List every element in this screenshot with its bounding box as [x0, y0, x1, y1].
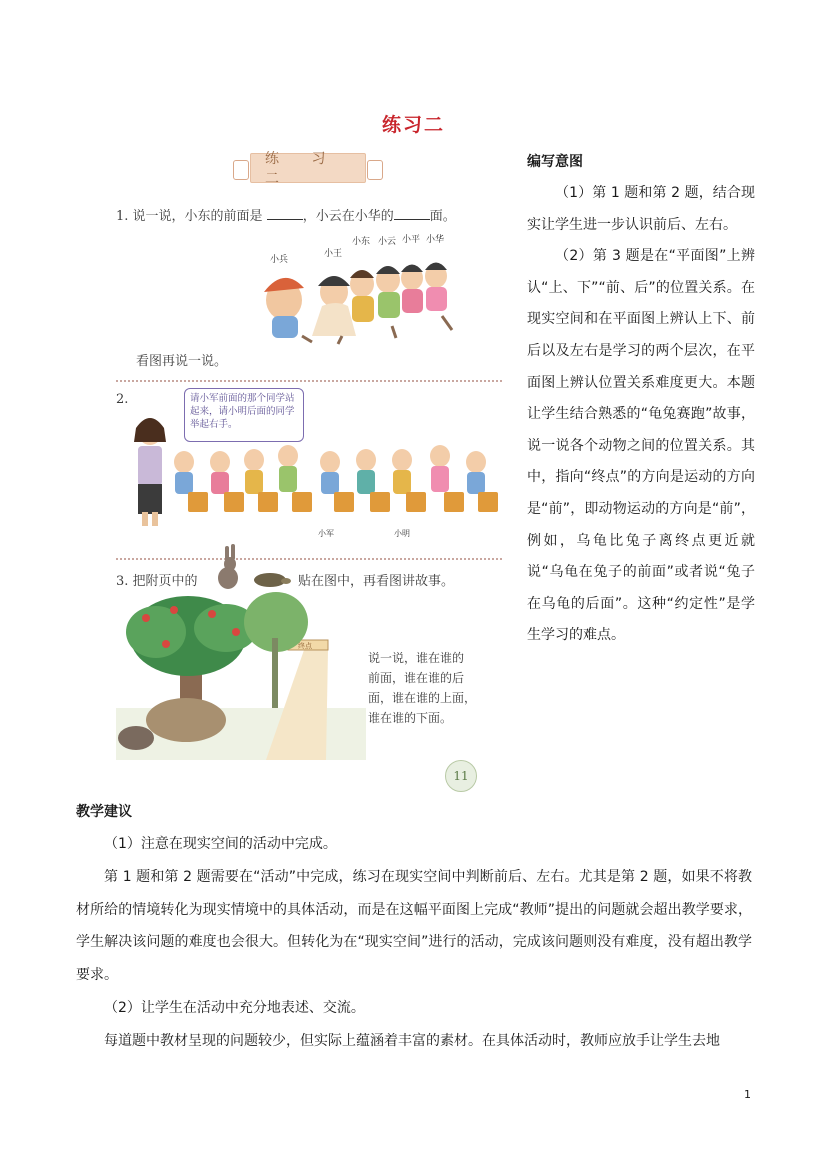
finish-sign: 终点: [298, 642, 312, 650]
textbook-page-number: 11: [445, 760, 477, 792]
question-1: 1. 说一说，小东的前面是 ，小云在小华的 面。: [116, 209, 456, 224]
writing-intent-body: [527, 178, 755, 652]
question-3-prompt: 说一说，谁在谁的 前面，谁在谁的后 面，谁在谁的上面， 谁在谁的下面。: [368, 651, 477, 725]
paragraph: （1）第 1 题和第 2 题，结合现实让学生进一步认识前后、左右。: [527, 185, 755, 233]
paragraph: 第 1 题和第 2 题需要在“活动”中完成，练习在现实空间中判断前后、左右。尤其是第 2 题，如果不将教材所给的情境转化为现实情境中的具体活动，而是在这幅平面图上完成“教师”提出的问题就会超出教学要求，学生解决该问题的难度也会很大。但转化为在“现实空间”进行的活动，完成该问题则没有难度，没有超出教学要求。: [76, 868, 752, 984]
paragraph: （2）第 3 题是在“平面图”上辨认“上、下”“前、后”的位置关系。在现实空间和在平面图上辨认上下、前后以及左右是学习的两个层次，在平面图上辨认位置关系难度更大。本题让学生结合熟悉的“龟兔赛跑”故事，说一说各个动物之间的位置关系。其中，指向“终点”的方向是运动的方向是“前”，即动物运动的方向是“前”，例如，乌龟比兔子离终点更近就说“乌龟在兔子的前面”或者说“兔子在乌龟的后面”。这种“约定性”是学生学习的难点。: [527, 248, 755, 644]
paragraph: （1）注意在现实空间的活动中完成。: [104, 836, 337, 852]
question-3-text: 贴在图中，再看图讲故事。: [298, 574, 455, 589]
tortoise-sticker-icon: [250, 568, 292, 588]
question-1-caption: 看图再说一说。: [136, 354, 228, 369]
children-line-illustration: [242, 236, 482, 348]
teaching-suggestions-heading: 教学建议: [76, 804, 132, 820]
paragraph: （2）让学生在活动中充分地表述、交流。: [104, 999, 365, 1016]
textbook-page-image: [112, 148, 504, 796]
question-2-number: 2.: [116, 392, 129, 407]
name-label: 小王: [324, 249, 343, 259]
exercise-banner: 练 习 二: [250, 153, 366, 183]
rabbit-sticker-icon: [216, 544, 244, 590]
writing-intent-heading: 编写意图: [527, 154, 583, 170]
paragraph: 每道题中教材呈现的问题较少，但实际上蕴涵着丰富的素材。在具体活动时，教师应放手让学生去地: [104, 1032, 720, 1049]
name-label: 小兵: [270, 255, 289, 265]
section-divider: [116, 380, 502, 382]
name-label: 小云: [378, 237, 397, 247]
student-label: 小明: [394, 529, 410, 538]
section-divider: [116, 558, 502, 560]
name-label: 小东: [352, 237, 371, 247]
teaching-suggestions-body: [76, 828, 752, 1058]
student-label: 小军: [318, 529, 334, 538]
name-label: 小平: [402, 235, 421, 245]
tortoise-hare-race-illustration: [116, 588, 366, 760]
name-label: 小华: [426, 235, 445, 245]
teacher-speech-bubble: 请小军前面的那个同学站起来，请小明后面的同学举起右手。: [184, 388, 304, 442]
document-title: 练习二: [381, 114, 445, 136]
question-3: 3. 把附页中的: [116, 574, 198, 589]
classroom-illustration: [122, 406, 502, 542]
page-number: 1: [744, 1088, 751, 1101]
